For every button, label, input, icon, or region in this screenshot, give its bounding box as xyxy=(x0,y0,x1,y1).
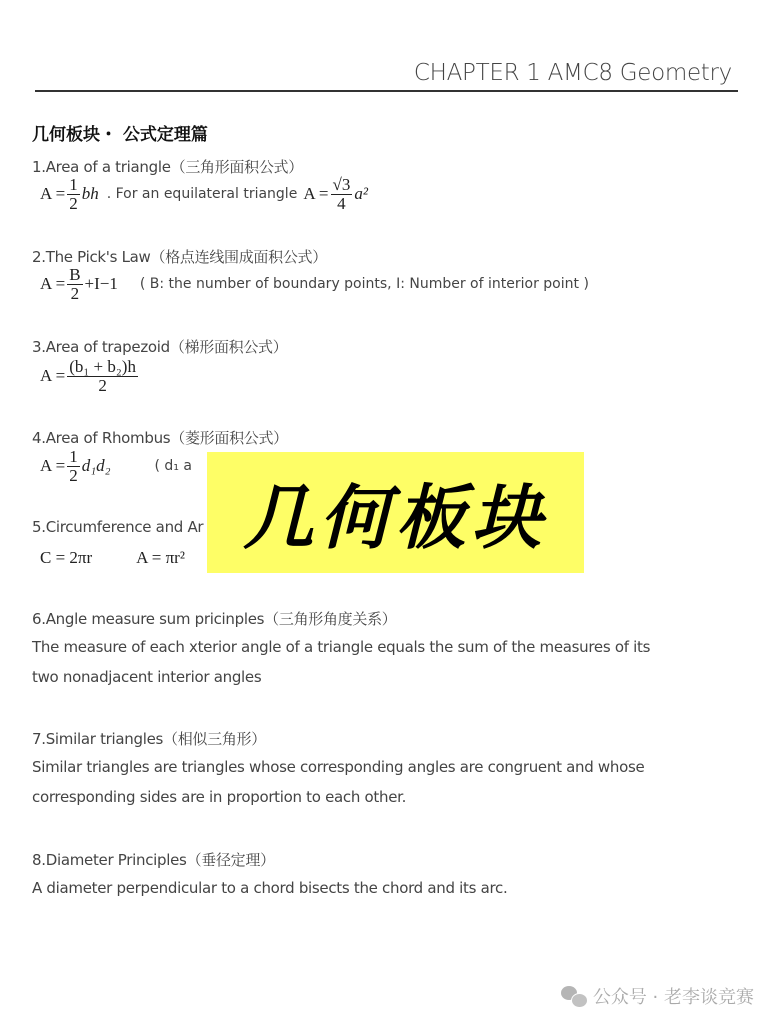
formula-text: . For an equilateral triangle xyxy=(106,186,298,203)
section-7-line: Similar triangles are triangles whose corresponding angles are congruent and whose xyxy=(32,758,645,776)
formula-term: bh xyxy=(81,184,99,204)
denominator: 2 xyxy=(70,283,80,303)
formula-area: A = πr² xyxy=(136,548,185,567)
section-8-heading: 8.Diameter Principles（垂径定理） xyxy=(32,851,275,869)
overlay-banner: 几何板块 xyxy=(207,452,584,573)
section-5-formula xyxy=(40,548,185,568)
fraction xyxy=(331,176,353,213)
formula-term: +I−1 xyxy=(84,274,118,294)
fraction xyxy=(67,176,80,213)
numerator: 1 xyxy=(69,175,78,194)
section-1-heading: 1.Area of a triangle（三角形面积公式） xyxy=(32,158,303,176)
page-title: 几何板块・ 公式定理篇 xyxy=(32,125,208,145)
watermark-text: 公众号 · 老李谈竞赛 xyxy=(592,987,754,1008)
watermark xyxy=(561,983,754,1009)
section-7-line: corresponding sides are in proportion to each other. xyxy=(32,788,407,806)
section-3-heading: 3.Area of trapezoid（梯形面积公式） xyxy=(32,338,288,356)
fraction xyxy=(67,266,82,303)
section-8-line: A diameter perpendicular to a chord bisects the chord and its arc. xyxy=(32,879,508,897)
section-7-heading: 7.Similar triangles（相似三角形） xyxy=(32,730,266,748)
section-3-formula xyxy=(40,358,140,395)
section-4-formula xyxy=(40,448,192,485)
formula-lhs: A = xyxy=(40,366,66,386)
section-4-heading: 4.Area of Rhombus（菱形面积公式） xyxy=(32,429,288,447)
formula-note: ( d₁ a xyxy=(154,458,192,475)
formula-term: d₁d₂ xyxy=(81,456,111,476)
denominator: 4 xyxy=(337,193,346,213)
numerator: B xyxy=(69,265,81,284)
denominator: 2 xyxy=(69,193,78,213)
section-2-formula xyxy=(40,266,589,303)
section-6-heading: 6.Angle measure sum pricinples（三角形角度关系） xyxy=(32,610,397,628)
section-5-heading: 5.Circumference and Ar xyxy=(32,518,204,536)
numerator: (b₁ + b₂)h xyxy=(69,357,136,376)
fraction xyxy=(67,448,80,485)
formula-note: ( B: the number of boundary points, I: Number of interior point ) xyxy=(139,276,589,293)
formula-lhs: A = xyxy=(40,274,66,294)
section-1-formula xyxy=(40,176,368,213)
formula-term: a² xyxy=(354,184,368,204)
wechat-icon xyxy=(561,986,587,1006)
formula-lhs: A = xyxy=(303,184,329,204)
fraction xyxy=(67,358,138,395)
section-6-line: The measure of each xterior angle of a triangle equals the sum of the measures of its xyxy=(32,638,651,656)
section-6-line: two nonadjacent interior angles xyxy=(32,668,262,686)
formula-lhs: A = xyxy=(40,184,66,204)
chapter-header: CHAPTER 1 AMC8 Geometry xyxy=(413,60,732,86)
formula-lhs: A = xyxy=(40,456,66,476)
section-2-heading: 2.The Pick's Law（格点连线围成面积公式） xyxy=(32,248,327,266)
denominator: 2 xyxy=(98,375,107,395)
numerator: √3 xyxy=(332,175,351,194)
formula-circumference: C = 2πr xyxy=(40,548,93,567)
header-rule xyxy=(35,90,738,92)
numerator: 1 xyxy=(69,447,78,466)
denominator: 2 xyxy=(69,465,78,485)
